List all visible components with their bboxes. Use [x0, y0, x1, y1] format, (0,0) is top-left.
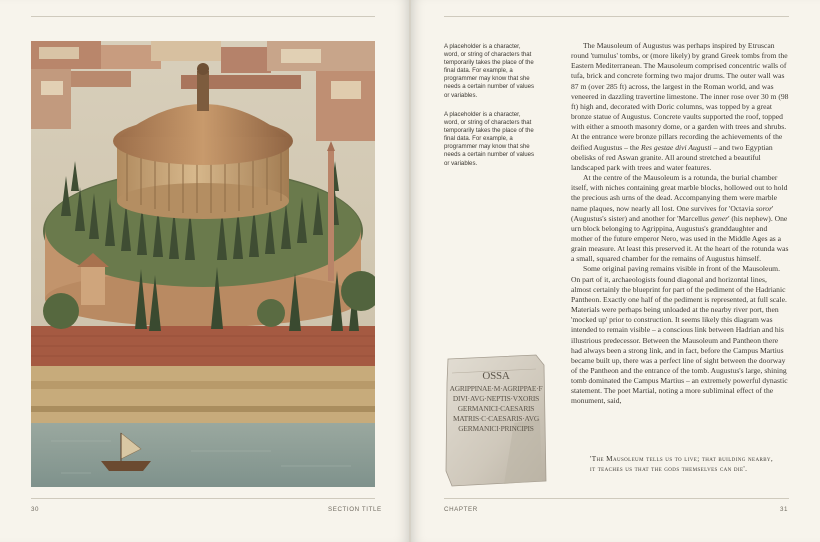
- bottom-rule: [31, 498, 375, 499]
- paragraph-1: The Mausoleum of Augustus was perhaps inspired by Etruscan round 'tumulus' tombs, or (more likely) by grand Greek tombs from the Eastern Mediterranean. The Mausoleum comprised concentric walls of tufa, brick and concrete forming two major drums. The outer wall was 87 m (over 285 ft) across, the largest in the Roman world, and was veneered in dazzling travertine limestone. The inner rose over 30 m (98 ft) high and, decorated with Doric columns, was topped by a great bronze statue of Augustus. Concrete vaults supported the roof, topped with either a smooth masonry dome, or a garden with trees and shrubs. At the entrance were bronze pillars recording the achievements of the deified Augustus – the Res gestae divi Augusti – and two Egyptian obelisks of red Aswan granite. All around stretched a beautiful landscaped park with trees and water features.: [571, 41, 789, 172]
- inscription-stone: [444, 353, 548, 488]
- top-rule: [31, 16, 375, 17]
- top-rule: [444, 16, 789, 17]
- inscription-line-3: DIVI·AVG·NEPTIS·VXORIS: [452, 394, 540, 403]
- bottom-rule-right: [444, 498, 789, 499]
- running-head-chapter: CHAPTER: [444, 506, 478, 513]
- mausoleum-illustration: [31, 41, 375, 487]
- caption-1: A placeholder is a character, word, or string of characters that temporarily takes the place of the final data. For example, a programmer may know that she needs a certain number of values or variables.: [444, 43, 535, 99]
- martial-quote: 'The Mausoleum tells us to live; that building nearby, it teaches us that the gods themselves can die'.: [590, 455, 774, 473]
- inscription-line-5: MATRIS·C·CAESARIS·AVG: [452, 414, 539, 423]
- inscription-line-4: GERMANICI·CAESARIS: [457, 404, 535, 413]
- page-number-right: 31: [780, 506, 789, 513]
- inscription-line-2: AGRIPPINAE·M·AGRIPPAE·F: [449, 384, 543, 393]
- paragraph-3: Some original paving remains visible in front of the Mausoleum. On part of it, archaeologists found diagonal and horizontal lines, almost certainly the blueprint for part of the pediment of the Hadrianic Pantheon. Exactly one half of the pediment is represented, at full scale. Materials were perhaps being unloaded at the nearby river port, then 'mocked up' prior to construction. It seems likely this diagram was intended to remain visible – a conscious link between Hadrian and his illustrious predecessor. Between the Mausoleum and Pantheon there had always been a strong link, and in fact, before the Campus Martius became built up, there was a perfect line of sight between the doorway of the Pantheon and the entrance of the tomb. Augustus's large, shining tomb dominated the Campus Martius – an extremely powerful dynastic statement. The poet Martial, noting a more subliminal effect of the monument, said,: [571, 264, 788, 406]
- page-number-left: 30: [31, 506, 40, 513]
- left-page: [0, 0, 409, 542]
- running-head-section: SECTION TITLE: [328, 506, 382, 513]
- paragraph-2: At the centre of the Mausoleum is a rotunda, the burial chamber itself, with niches containing great marble blocks, hollowed out to hold the precious ash urns of the dead. Accompanying them were marble name plaques, now nearly all lost. One survives for 'Octavia soror' (Augustus's sister) and another for 'Marcellus gener' (his nephew). One urn block belonging to Agrippina, Augustus's granddaughter and mother of the future emperor Nero, was used in the Middle Ages as a grain measure. At least this preserved it. At the heart of the rotunda was a small, squared chamber for the remains of Augustus himself.: [571, 173, 789, 264]
- inscription-line-6: GERMANICI·PRINCIPIS: [458, 424, 534, 433]
- body-text: [571, 41, 789, 407]
- inscription-line-1: OSSA: [482, 370, 510, 382]
- caption-2: A placeholder is a character, word, or string of characters that temporarily takes the place of the final data. For example, a programmer may know that she needs a certain number of values or variables.: [444, 111, 535, 167]
